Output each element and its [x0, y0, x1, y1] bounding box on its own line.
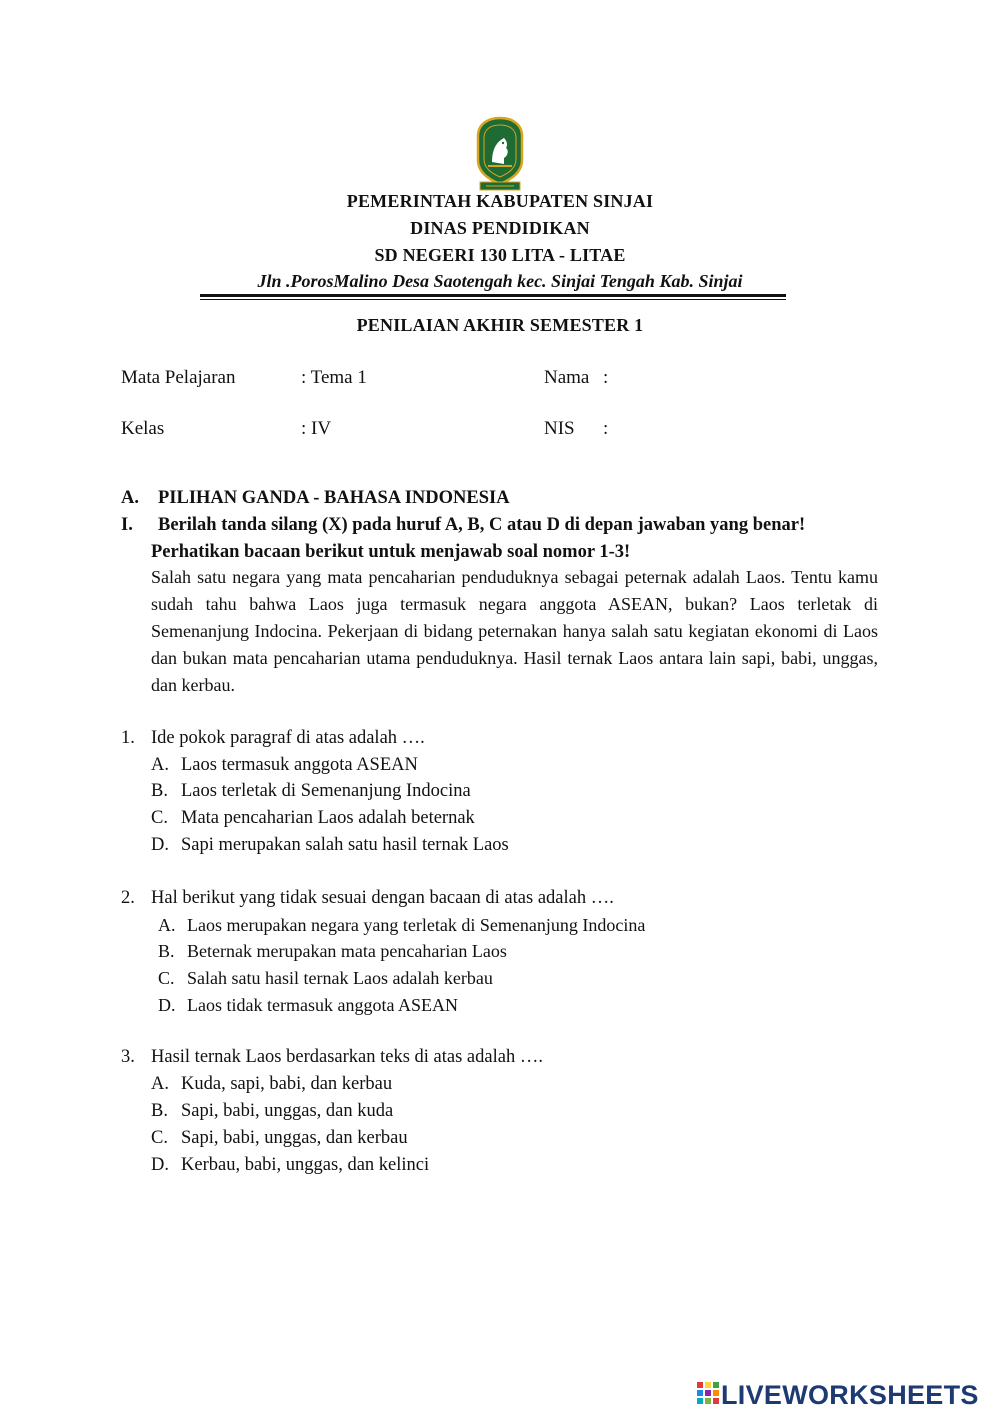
letterhead-line-school: SD NEGERI 130 LITA - LITAE [374, 245, 626, 265]
letterhead-line-department: DINAS PENDIDIKAN [410, 218, 590, 238]
q3-option-d-letter: D. [151, 1155, 169, 1175]
q1-option-c-letter: C. [151, 808, 168, 828]
letterhead-address: Jln .PorosMalino Desa Saotengah kec. Sinjai Tengah Kab. Sinjai [257, 271, 743, 291]
name-colon: : [603, 367, 609, 388]
exam-title: PENILAIAN AKHIR SEMESTER 1 [356, 315, 644, 335]
instruction-roman: I. [121, 515, 133, 535]
question-1-text: Ide pokok paragraf di atas adalah …. [151, 728, 425, 748]
q3-option-b-letter: B. [151, 1101, 168, 1121]
letterhead-line-government: PEMERINTAH KABUPATEN SINJAI [346, 191, 654, 211]
q1-option-d-letter: D. [151, 835, 169, 855]
q2-option-c[interactable]: Salah satu hasil ternak Laos adalah kerbau [187, 968, 493, 988]
question-2-text: Hal berikut yang tidak sesuai dengan bacaan di atas adalah …. [151, 888, 614, 908]
q1-option-a[interactable]: Laos termasuk anggota ASEAN [181, 755, 418, 775]
q3-option-a-letter: A. [151, 1074, 169, 1094]
section-title: PILIHAN GANDA - BAHASA INDONESIA [158, 488, 510, 508]
q3-option-b[interactable]: Sapi, babi, unggas, dan kuda [181, 1101, 394, 1121]
reading-prompt: Perhatikan bacaan berikut untuk menjawab soal nomor 1-3! [151, 542, 631, 562]
q1-option-a-letter: A. [151, 755, 169, 775]
class-value: : IV [301, 418, 332, 439]
q2-option-d-letter: D. [158, 995, 176, 1015]
q2-option-d[interactable]: Laos tidak termasuk anggota ASEAN [187, 995, 458, 1015]
nis-label: NIS [544, 418, 575, 439]
question-3-number: 3. [121, 1047, 135, 1067]
q1-option-c[interactable]: Mata pencaharian Laos adalah beternak [181, 808, 475, 828]
q3-option-c[interactable]: Sapi, babi, unggas, dan kerbau [181, 1128, 408, 1148]
instruction-text: Berilah tanda silang (X) pada huruf A, B, C atau D di depan jawaban yang benar! [158, 515, 806, 535]
q1-option-d[interactable]: Sapi merupakan salah satu hasil ternak Laos [181, 835, 509, 855]
nis-colon: : [603, 418, 609, 439]
reading-passage: Salah satu negara yang mata pencaharian penduduknya sebagai peternak adalah Laos. Tentu kamu sudah tahu bahwa Laos juga termasuk negara anggota ASEAN, bukan? Laos terletak di Semenanjung Indocina. Pekerjaan di bidang peternakan hanya salah satu kegiatan ekonomi di Laos dan bukan mata pencaharian utama penduduknya. Hasil ternak Laos antara lain sapi, babi, unggas, dan kerbau. [151, 567, 878, 695]
q1-option-b[interactable]: Laos terletak di Semenanjung Indocina [181, 781, 471, 801]
name-label: Nama [544, 367, 590, 388]
q2-option-a-letter: A. [158, 915, 176, 935]
liveworksheets-logo-icon [697, 1382, 719, 1408]
q2-option-b[interactable]: Beternak merupakan mata pencaharian Laos [187, 941, 507, 961]
question-2-number: 2. [121, 888, 135, 908]
q3-option-d[interactable]: Kerbau, babi, unggas, dan kelinci [181, 1155, 430, 1175]
q2-option-c-letter: C. [158, 968, 175, 988]
liveworksheets-wordmark: LIVEWORKSHEETS [721, 1380, 979, 1410]
q3-option-c-letter: C. [151, 1128, 168, 1148]
q2-option-b-letter: B. [158, 941, 175, 961]
section-letter: A. [121, 488, 139, 508]
letterhead-divider [200, 294, 786, 297]
subject-value: : Tema 1 [301, 367, 367, 388]
q3-option-a[interactable]: Kuda, sapi, babi, dan kerbau [181, 1074, 393, 1094]
letterhead-divider-thin [200, 299, 786, 300]
regency-emblem-logo [474, 116, 526, 192]
question-1-number: 1. [121, 728, 135, 748]
class-label: Kelas [121, 418, 165, 439]
subject-label: Mata Pelajaran [121, 367, 236, 388]
question-3-text: Hasil ternak Laos berdasarkan teks di atas adalah …. [151, 1047, 543, 1067]
q2-option-a[interactable]: Laos merupakan negara yang terletak di Semenanjung Indocina [187, 915, 646, 935]
q1-option-b-letter: B. [151, 781, 168, 801]
